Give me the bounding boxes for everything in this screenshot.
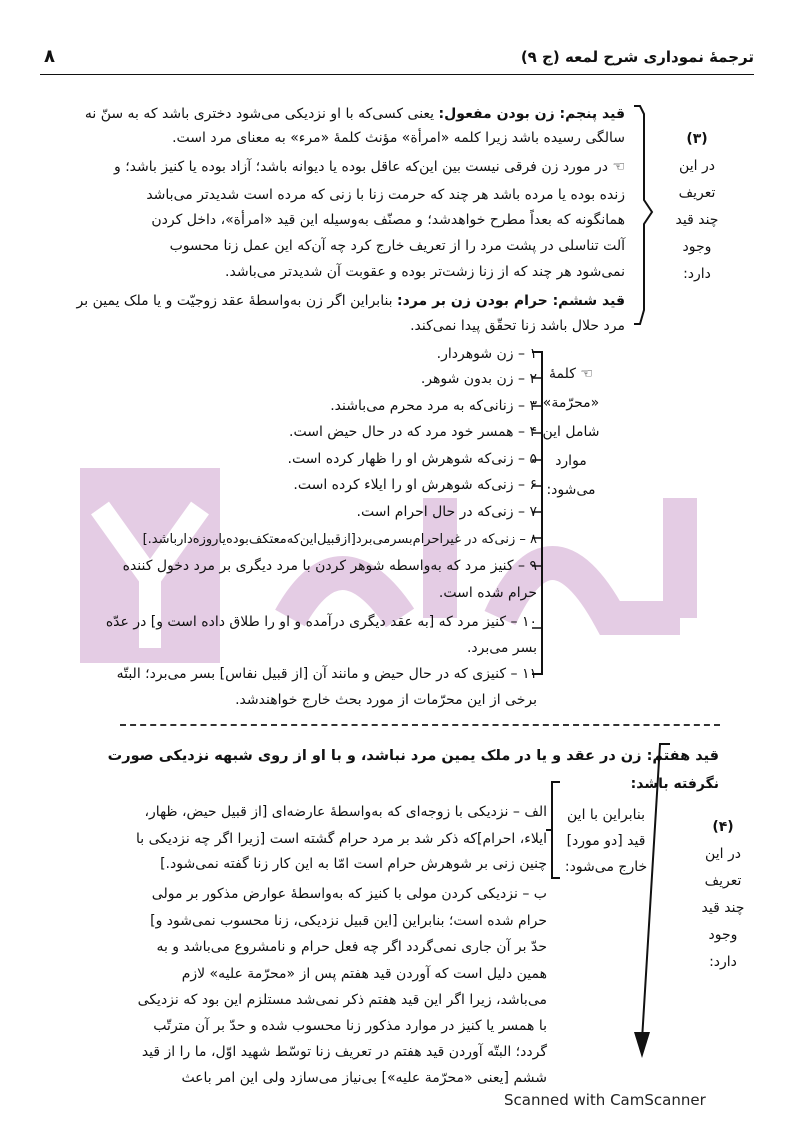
section4-brace (620, 740, 680, 1064)
be-line: ب – نزدیکی کردن مولی با کنیز که به‌واسطهٔ عوارض مذکور بر مولی (151, 886, 547, 902)
q7-title: قید هفتم: زن در عقد و یا در ملک یمین مرد نباشد، و با او از روی شبهه نزدیکی صورت (107, 748, 719, 764)
section-divider (120, 724, 720, 726)
section4-mid-label: بنابراین با این قید [دو مورد] خارج می‌شود: (564, 807, 648, 875)
list-item: ۷ – زنی‌که در حال احرام است. (356, 504, 537, 520)
list-item: ۱۰ – کنیز مرد که [به عقد دیگری درآمده و او را طلاق داده است و] در عدّه (105, 614, 537, 630)
section3-side-label: (۳) در این تعریف چند قید وجود دارد: (662, 126, 732, 288)
q7-title-line2: نگرفته باشد: (630, 776, 719, 792)
header-rule (40, 74, 754, 75)
list-item: حرام شده است. (438, 585, 537, 601)
q6-line: قید ششم: حرام بودن زن بر مرد: بنابراین اگر زن به‌واسطهٔ عقد زوجیّت و یا ملک یمین بر (76, 293, 625, 309)
list-item: ۲ – زن بدون شوهر. (420, 371, 537, 387)
list-item: ۹ – کنیز مرد که به‌واسطه شوهر کردن با مرد دیگری بر مرد دخول کننده (122, 558, 537, 574)
section4-number: (۴) (712, 819, 734, 835)
list-item: ۶ – زنی‌که شوهرش او را ایلاء کرده است. (293, 477, 537, 493)
section3-brace (630, 100, 664, 330)
section4-mid-brace (544, 778, 564, 888)
list-item: ۴ – همسر خود مرد که در حال حیض است. (289, 424, 537, 440)
scanner-footer: Scanned with CamScanner (504, 1091, 706, 1109)
alef-line: الف – نزدیکی با زوجه‌ای که به‌واسطهٔ عارضه‌ای [از قبیل حیض، ظهار، (144, 804, 547, 820)
page-number: ۸ (44, 46, 55, 67)
list-item: ۱۱ – کنیزی که در حال حیض و مانند آن [از قبیل نفاس] بسر می‌برد؛ البتّه (116, 666, 537, 682)
list-item: ۵ – زنی‌که شوهرش او را ظهار کرده است. (287, 451, 537, 467)
muharrama-side-label: ☜ کلمهٔ «محرّمة» شامل این موارد می‌شود: (542, 366, 600, 498)
list-item: بسر می‌برد. (466, 640, 537, 656)
list-item: ۱ – زن شوهردار. (436, 346, 537, 362)
page-header (40, 44, 754, 76)
section3-number: (۳) (686, 131, 708, 147)
list-item: ۸ – زنی‌که در غیراحرام‌بسرمی‌برد[ازقبیل‌این‌که‌معتکف‌بوده‌یاروزه‌دارباشد.] (142, 532, 537, 547)
section4-side-label: (۴) در این تعریف چند قید وجود دارد: (688, 814, 758, 976)
q5-line: قید پنجم: زن بودن مفعول: یعنی کسی‌که با او نزدیکی می‌شود دختری باشد که به سنّ نه (84, 106, 625, 122)
list-item: ۳ – زنانی‌که به مرد محرم می‌باشند. (330, 398, 537, 414)
list-item: برخی از این محرّمات از مورد بحث خارج خواهندشد. (235, 692, 537, 708)
running-title: ترجمهٔ نموداری شرح لمعه (ج ۹) (520, 48, 754, 66)
